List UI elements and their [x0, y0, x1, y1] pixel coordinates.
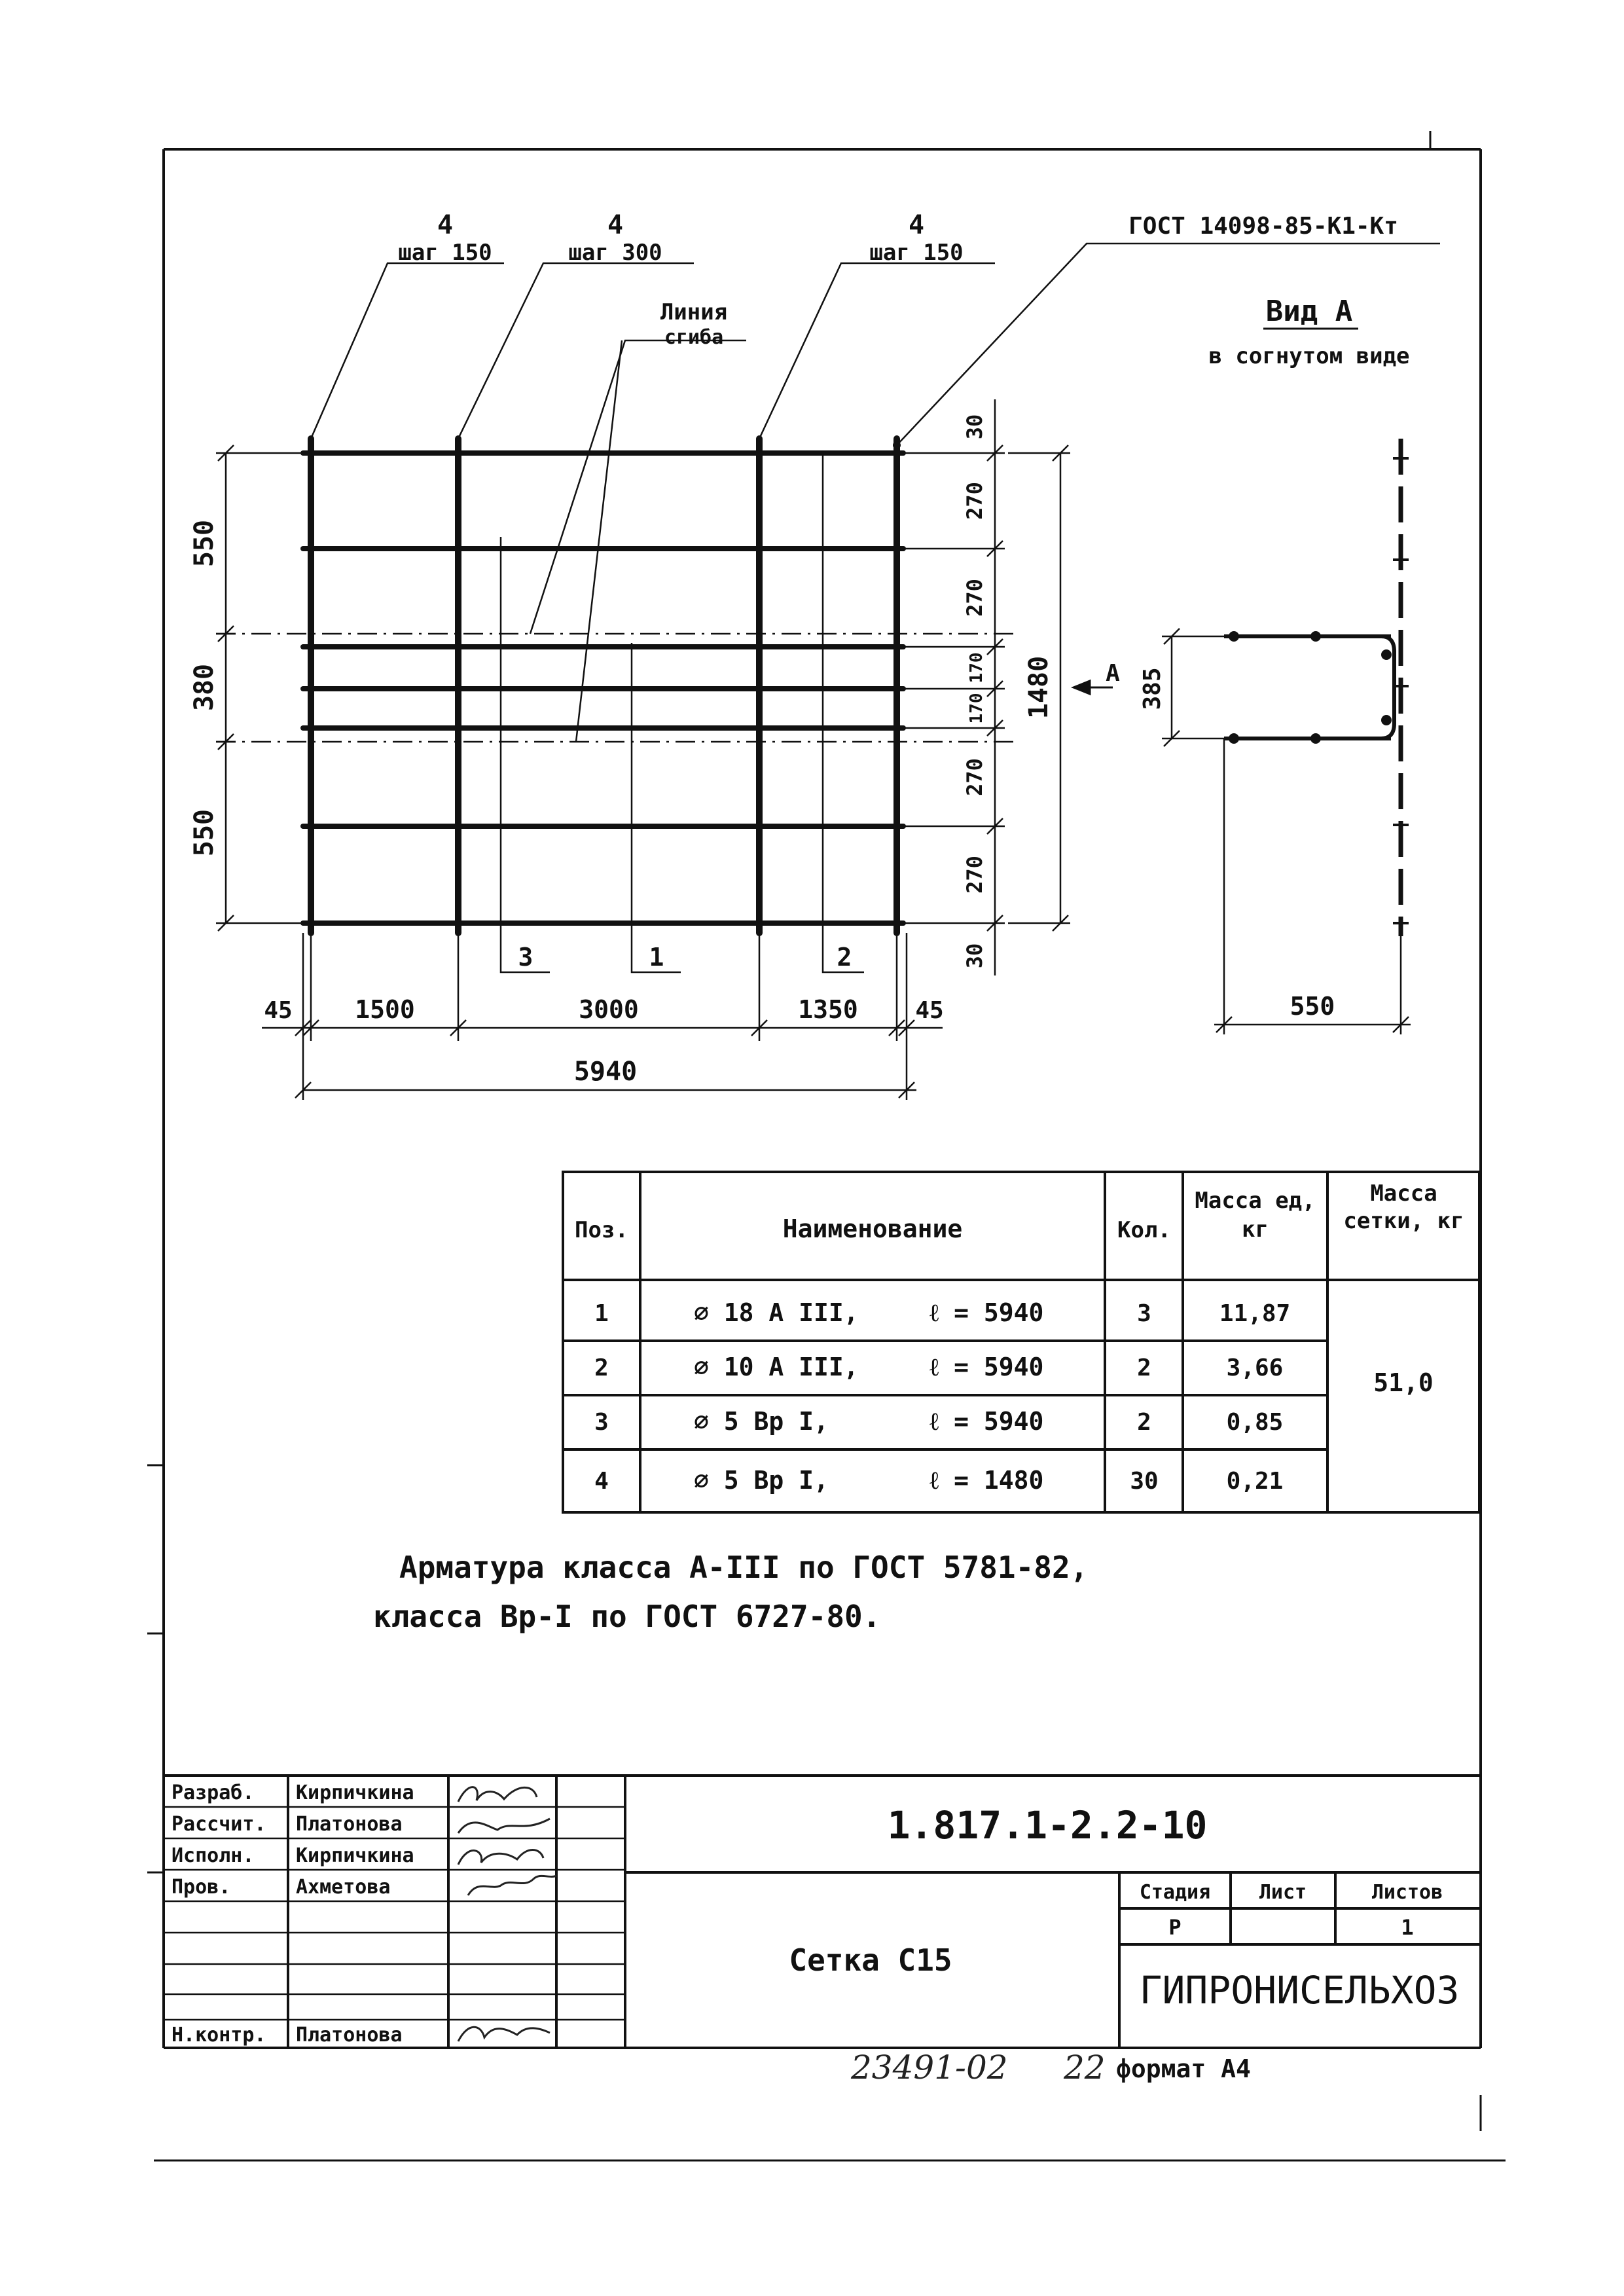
right-dim-6: 270: [962, 758, 987, 796]
name-calculated: Платонова: [296, 1813, 403, 1836]
callout-3-step: шаг 150: [869, 240, 964, 266]
name-developer: Кирпичкина: [296, 1781, 414, 1804]
row-3-pos: 3: [594, 1409, 609, 1436]
total-mesh-mass: 51,0: [1373, 1368, 1434, 1397]
row-4-mass: 0,21: [1226, 1468, 1284, 1495]
row-4-length: ℓ = 1480: [929, 1466, 1044, 1495]
role-calculated: Рассчит.: [171, 1813, 266, 1836]
row-3-mass: 0,85: [1226, 1409, 1284, 1436]
pos-mark-3: 3: [518, 943, 533, 972]
table-row: [594, 1298, 1290, 1327]
callout-3-pos: 4: [908, 210, 925, 240]
right-dim-1: 30: [962, 414, 987, 440]
left-dimension-chain: [216, 445, 303, 931]
callout-2-pos: 4: [607, 210, 624, 240]
left-dim-2: 380: [189, 663, 219, 712]
row-4-qty: 30: [1130, 1468, 1159, 1495]
right-dim-7: 270: [962, 856, 987, 894]
row-2-length: ℓ = 5940: [929, 1353, 1044, 1381]
view-a-title: Вид А: [1265, 295, 1353, 328]
bottom-dim-45-right: 45: [915, 997, 944, 1024]
view-a-height-dim: [1162, 629, 1224, 746]
header-mesh-mass-box: [1330, 1177, 1477, 1275]
row-2-name: ⌀ 10 А III,: [694, 1353, 859, 1381]
role-developer: Разраб.: [171, 1781, 255, 1804]
header-qty: Кол.: [1117, 1217, 1171, 1243]
row-3-name: ⌀ 5 Вр I,: [694, 1407, 829, 1436]
pos-mark-2: 2: [837, 943, 852, 972]
view-a-bar-dots: [1229, 631, 1392, 744]
gost-callout: ГОСТ 14098-85-К1-Кт: [1128, 213, 1398, 240]
header-pos: Поз.: [575, 1217, 628, 1243]
name-norm-control: Платонова: [296, 2024, 403, 2047]
footer-number: 22: [1064, 2049, 1106, 2086]
sheets-value: 1: [1401, 1915, 1414, 1940]
sheet-header: Лист: [1259, 1881, 1307, 1904]
row-1-mass: 11,87: [1219, 1300, 1291, 1327]
bottom-dim-3000: 3000: [579, 995, 639, 1024]
row-2-mass: 3,66: [1226, 1355, 1284, 1381]
row-2-pos: 2: [594, 1355, 609, 1381]
table-row: [594, 1353, 1283, 1381]
left-dim-3: 550: [189, 809, 219, 857]
title-block: [164, 1776, 1481, 2048]
table-row: [594, 1407, 1283, 1436]
horizontal-bars: [303, 453, 903, 923]
stage-value: Р: [1168, 1915, 1182, 1940]
role-checked: Пров.: [171, 1876, 231, 1899]
right-dim-8: 30: [962, 943, 987, 969]
doc-code: 1.817.1-2.2-10: [887, 1803, 1208, 1848]
view-a: [1074, 295, 1411, 1034]
row-4-pos: 4: [594, 1468, 609, 1495]
row-1-pos: 1: [594, 1300, 609, 1327]
name-executor: Кирпичкина: [296, 1844, 414, 1867]
callout-2-step: шаг 300: [568, 240, 662, 266]
bottom-dim-1500: 1500: [355, 995, 415, 1024]
name-checked: Ахметова: [296, 1876, 391, 1899]
role-executor: Исполн.: [171, 1844, 255, 1867]
view-a-height-label: 385: [1139, 667, 1166, 710]
position-mark-leaders: [501, 969, 864, 972]
header-unit-mass: Масса ед, кг: [1195, 1188, 1316, 1243]
view-a-subtitle: в согнутом виде: [1208, 343, 1410, 369]
right-dim-4: 170: [967, 652, 986, 683]
row-3-qty: 2: [1137, 1409, 1151, 1436]
sheet-title: Сетка С15: [789, 1942, 952, 1978]
row-1-name: ⌀ 18 А III,: [694, 1298, 859, 1327]
row-1-qty: 3: [1137, 1300, 1151, 1327]
right-dim-2: 270: [962, 482, 987, 520]
callout-leader-ticks: [893, 441, 901, 449]
note-line-1: Арматура класса А-III по ГОСТ 5781-82,: [399, 1550, 1089, 1585]
row-1-length: ℓ = 5940: [929, 1298, 1044, 1327]
row-2-qty: 2: [1137, 1355, 1151, 1381]
overall-height-dim: 1480: [1024, 655, 1054, 720]
bottom-dim-45-left: 45: [264, 997, 293, 1024]
bottom-dim-1350: 1350: [798, 995, 858, 1024]
bend-line-label-2: сгиба: [664, 326, 724, 349]
signatures: [458, 1787, 556, 2041]
callout-1-pos: 4: [437, 210, 454, 240]
callout-1-step: шаг 150: [398, 240, 492, 266]
row-3-length: ℓ = 5940: [929, 1407, 1044, 1436]
header-name: Наименование: [782, 1214, 963, 1243]
view-a-width-label: 550: [1290, 992, 1335, 1021]
header-unit-mass-box: [1185, 1177, 1326, 1275]
view-a-bent-flange: [1224, 636, 1394, 738]
view-a-width-dim: [1214, 738, 1411, 1034]
organization-name: ГИПРОНИСЕЛЬХОЗ: [1139, 1968, 1460, 2013]
right-dim-3: 270: [962, 579, 987, 617]
left-dim-1: 550: [189, 519, 219, 568]
inventory-number: 23491-02: [851, 2049, 1008, 2086]
main-vertical-bars: [311, 439, 897, 933]
stage-header: Стадия: [1139, 1881, 1211, 1904]
view-a-arrow-label: А: [1106, 660, 1120, 687]
right-dim-5: 170: [967, 693, 986, 724]
table-row: [594, 1466, 1283, 1495]
pos-mark-1: 1: [649, 943, 664, 972]
header-mesh-mass: Масса сетки, кг: [1343, 1180, 1464, 1234]
row-4-name: ⌀ 5 Вр I,: [694, 1466, 829, 1495]
paper-format: формат А4: [1116, 2054, 1251, 2083]
overall-width-dim: 5940: [573, 1057, 638, 1087]
sheets-header: Листов: [1371, 1881, 1443, 1904]
thin-vertical-bars: [501, 452, 823, 969]
note-line-2: класса Вр-I по ГОСТ 6727-80.: [373, 1599, 881, 1634]
bend-line-label-1: Линия: [660, 299, 728, 325]
spec-table: [563, 1172, 1479, 1512]
role-norm-control: Н.контр.: [171, 2024, 266, 2047]
